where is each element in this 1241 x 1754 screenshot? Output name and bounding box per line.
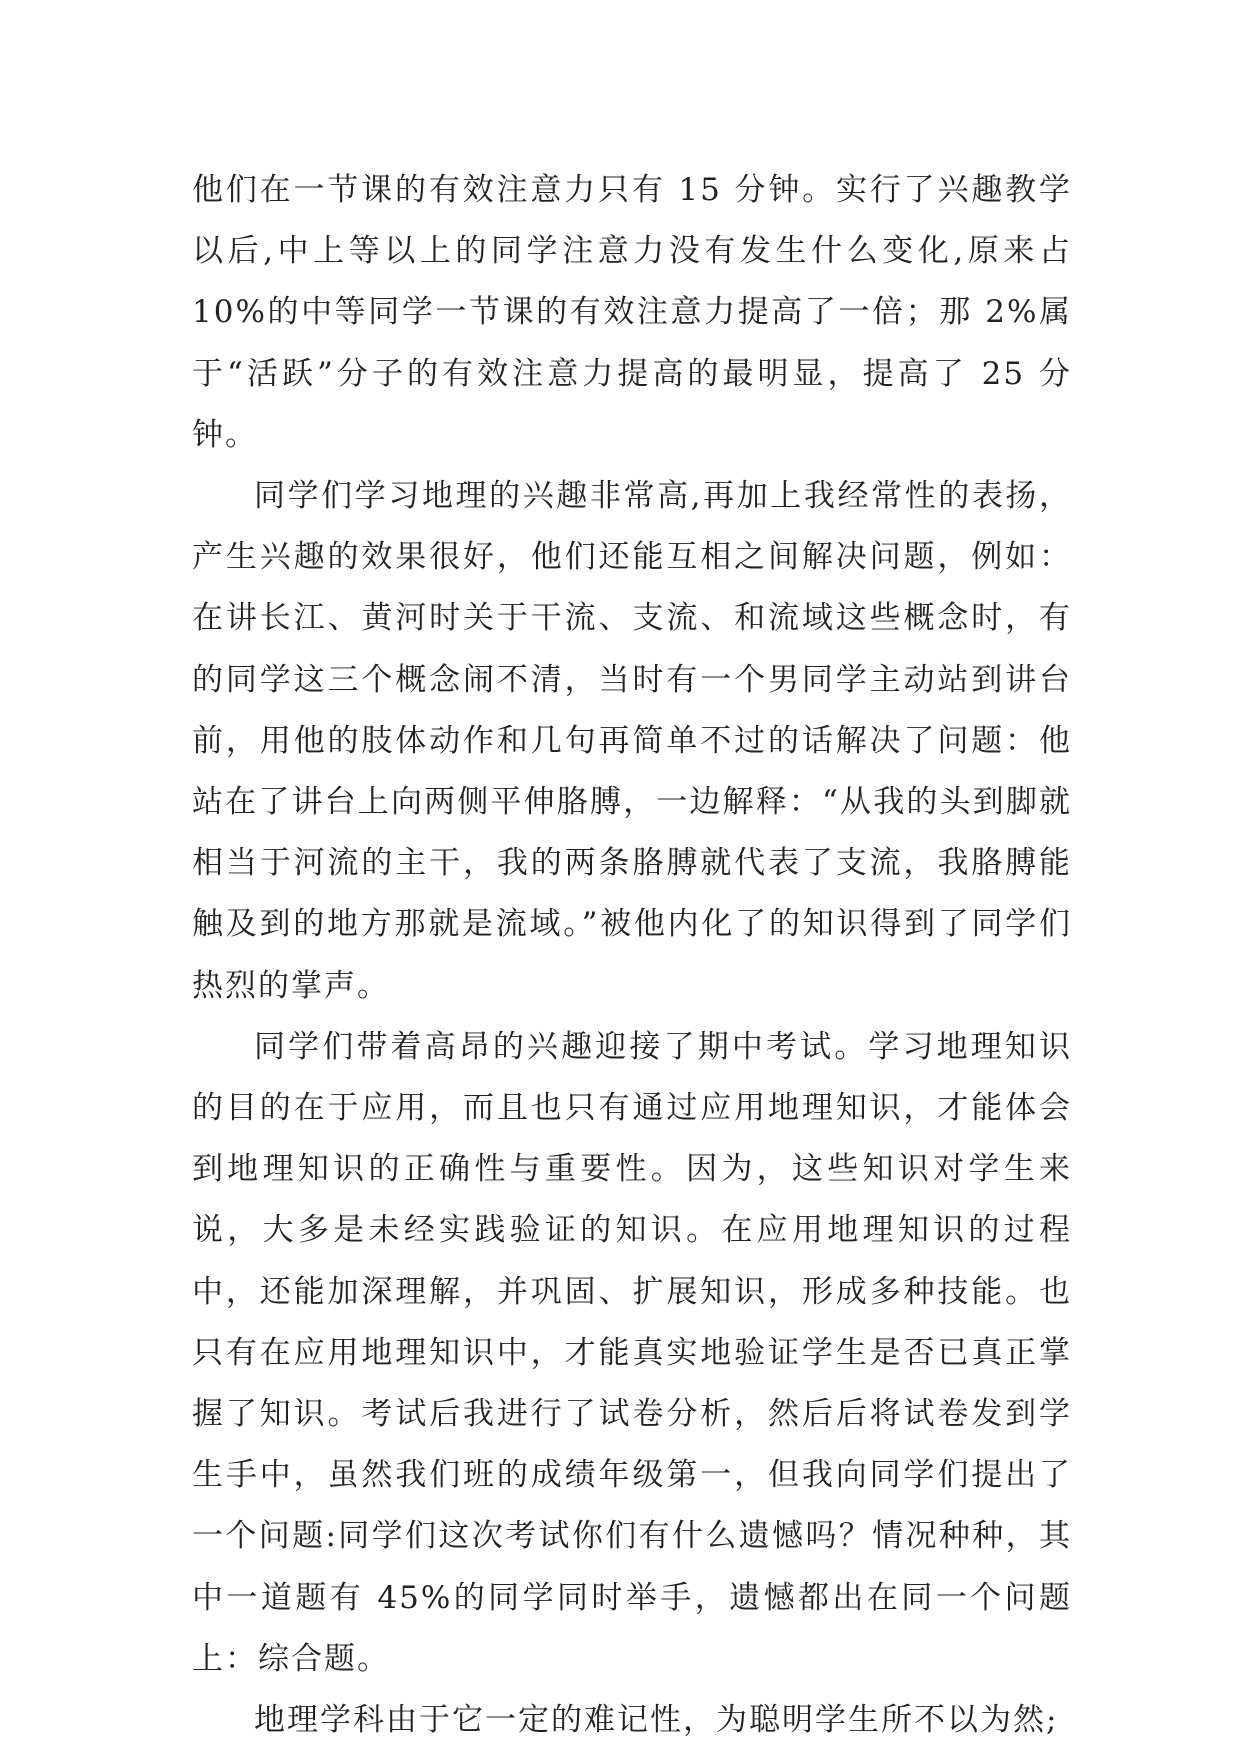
paragraph-3: 同学们带着高昂的兴趣迎接了期中考试。学习地理知识的目的在于应用，而且也只有通过应用地理知识，才能体会到地理知识的正确性与重要性。因为，这些知识对学生来说，大多是未经实践验证的知识。在应用地理知识的过程中，还能加深理解，并巩固、扩展知识，形成多种技能。也只有在应用地理知识中，才能真实地验证学生是否已真正掌握了知识。考试后我进行了试卷分析，然后后将试卷发到学生手中，虽然我们班的成绩年级第一，但我向同学们提出了一个问题:同学们这次考试你们有什么遗憾吗？情况种种，其中一道题有 45%的同学同时举手，遗憾都出在同一个问题上：综合题。	[192, 1028, 1072, 1677]
paragraph-4: 地理学科由于它一定的难记性，为聪明学生所不以为然;	[254, 1702, 1059, 1739]
document-body	[192, 160, 1072, 1751]
paragraph-2: 同学们学习地理的兴趣非常高,再加上我经常性的表扬，产生兴趣的效果很好，他们还能互相之间解决问题，例如：在讲长江、黄河时关于干流、支流、和流域这些概念时，有的同学这三个概念闹不清，当时有一个男同学主动站到讲台前，用他的肢体动作和几句再简单不过的话解决了问题：他站在了讲台上向两侧平伸胳膊，一边解释：“从我的头到脚就相当于河流的主干，我的两条胳膊就代表了支流，我胳膊能触及到的地方那就是流域。”被他内化了的知识得到了同学们热烈的掌声。	[192, 478, 1072, 1004]
paragraph-1: 他们在一节课的有效注意力只有 15 分钟。实行了兴趣教学以后,中上等以上的同学注意力没有发生什么变化,原来占 10%的中等同学一节课的有效注意力提高了一倍；那 2%属于“活跃”分子的有效注意力提高的最明显，提高了 25 分钟。	[192, 172, 1072, 453]
